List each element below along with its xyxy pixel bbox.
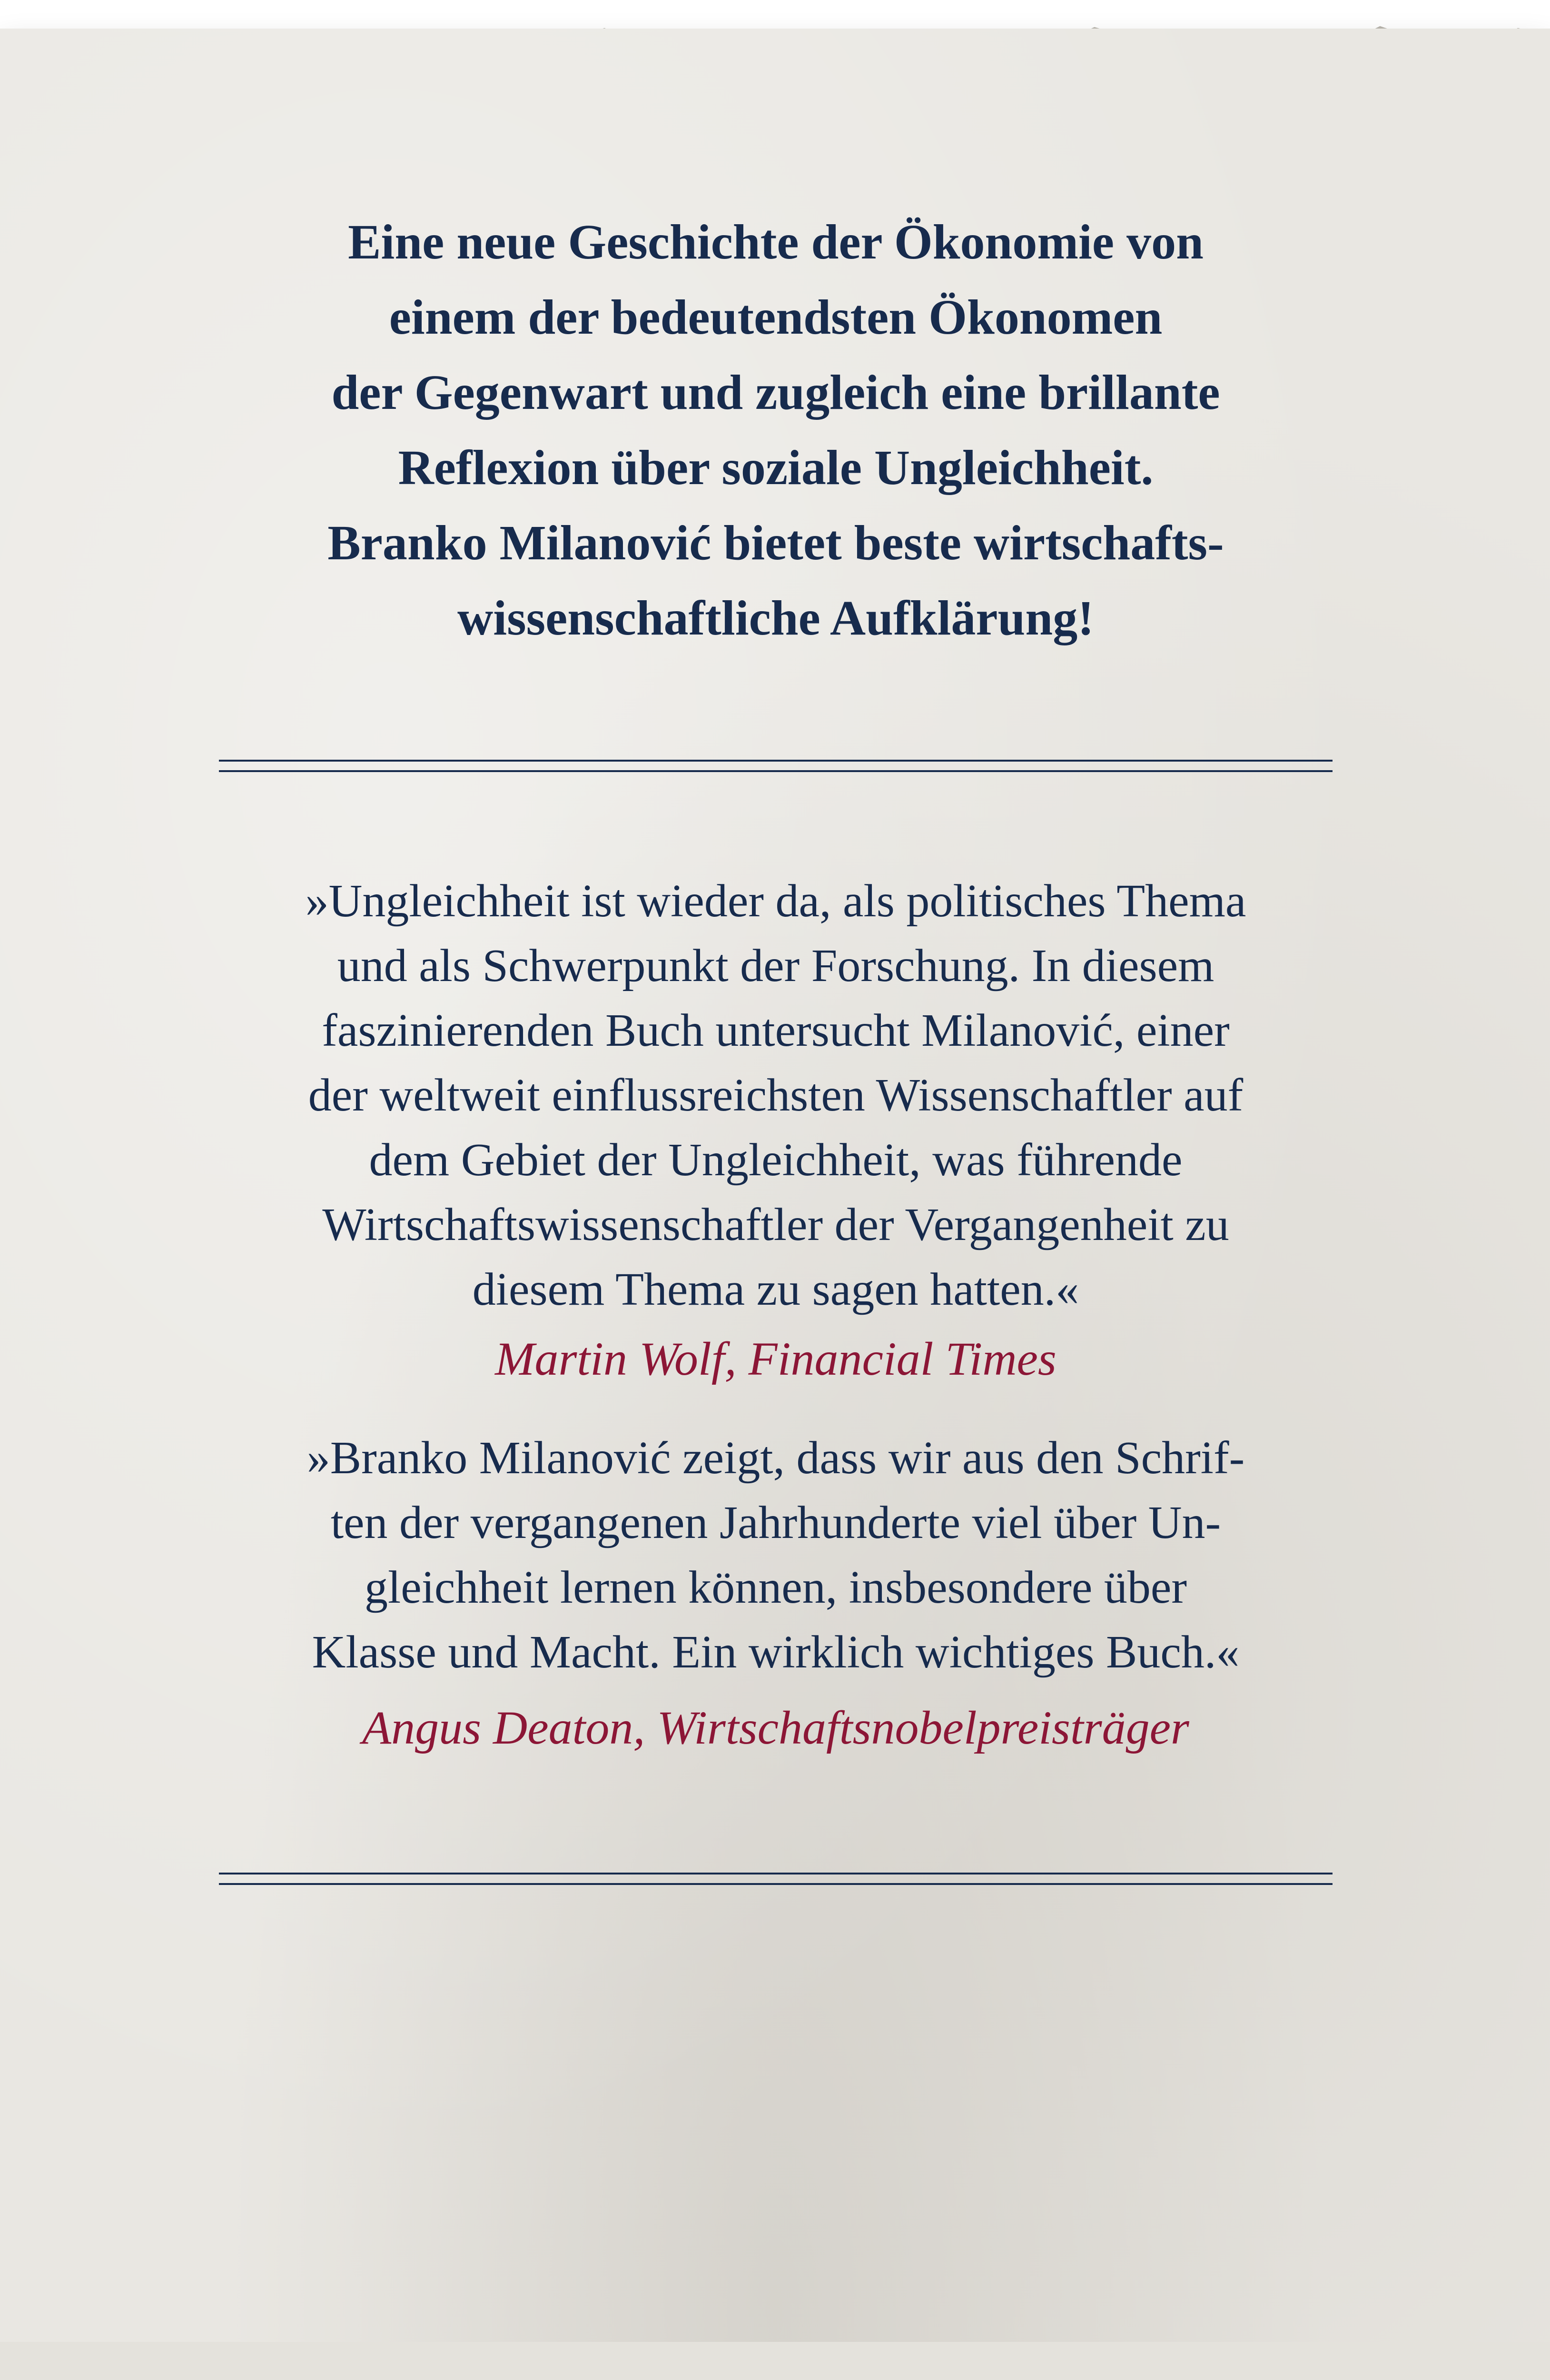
quote-line: »Ungleichheit ist wieder da, als politisches Thema — [305, 875, 1246, 927]
blurb-line: Reflexion über soziale Ungleichheit. — [398, 440, 1154, 495]
blurb-line: der Gegenwart und zugleich eine brillante — [331, 365, 1220, 420]
quote-line: gleichheit lernen können, insbesondere über — [364, 1562, 1187, 1613]
quote-line: dem Gebiet der Ungleichheit, was führende — [369, 1134, 1183, 1186]
quote-line: ten der vergangenen Jahrhunderte viel über Un- — [330, 1497, 1221, 1548]
quote-line: faszinierenden Buch untersucht Milanović, einer — [322, 1005, 1230, 1056]
double-rule-divider — [219, 1873, 1333, 1885]
quote-line: Klasse und Macht. Ein wirklich wichtiges Buch.« — [312, 1626, 1240, 1678]
quote-line: der weltweit einflussreichsten Wissenschaftler auf — [308, 1070, 1244, 1121]
blurb-line: wissenschaftliche Aufklärung! — [457, 591, 1094, 645]
review-quote — [181, 1426, 1371, 1685]
publisher-blurb — [157, 205, 1394, 656]
torn-bottom-edge — [0, 2342, 1550, 2380]
review-quote — [181, 869, 1371, 1322]
double-rule-divider — [219, 760, 1333, 772]
quote-line: und als Schwerpunkt der Forschung. In diesem — [337, 940, 1214, 992]
quote-line: Wirtschaftswissenschaftler der Vergangenheit zu — [322, 1199, 1229, 1250]
quote-line: »Branko Milanović zeigt, dass wir aus den Schrif- — [306, 1432, 1245, 1484]
blurb-line: Eine neue Geschichte der Ökonomie von — [348, 215, 1204, 269]
quote-line: diesem Thema zu sagen hatten.« — [472, 1264, 1079, 1315]
quote-source: Angus Deaton, Wirtschaftsnobelpreisträger — [362, 1701, 1189, 1754]
blurb-line: einem der bedeutendsten Ökonomen — [389, 290, 1163, 345]
blurb-line: Branko Milanović bietet beste wirtschafts- — [327, 516, 1224, 570]
quote-source: Martin Wolf, Financial Times — [495, 1332, 1056, 1385]
